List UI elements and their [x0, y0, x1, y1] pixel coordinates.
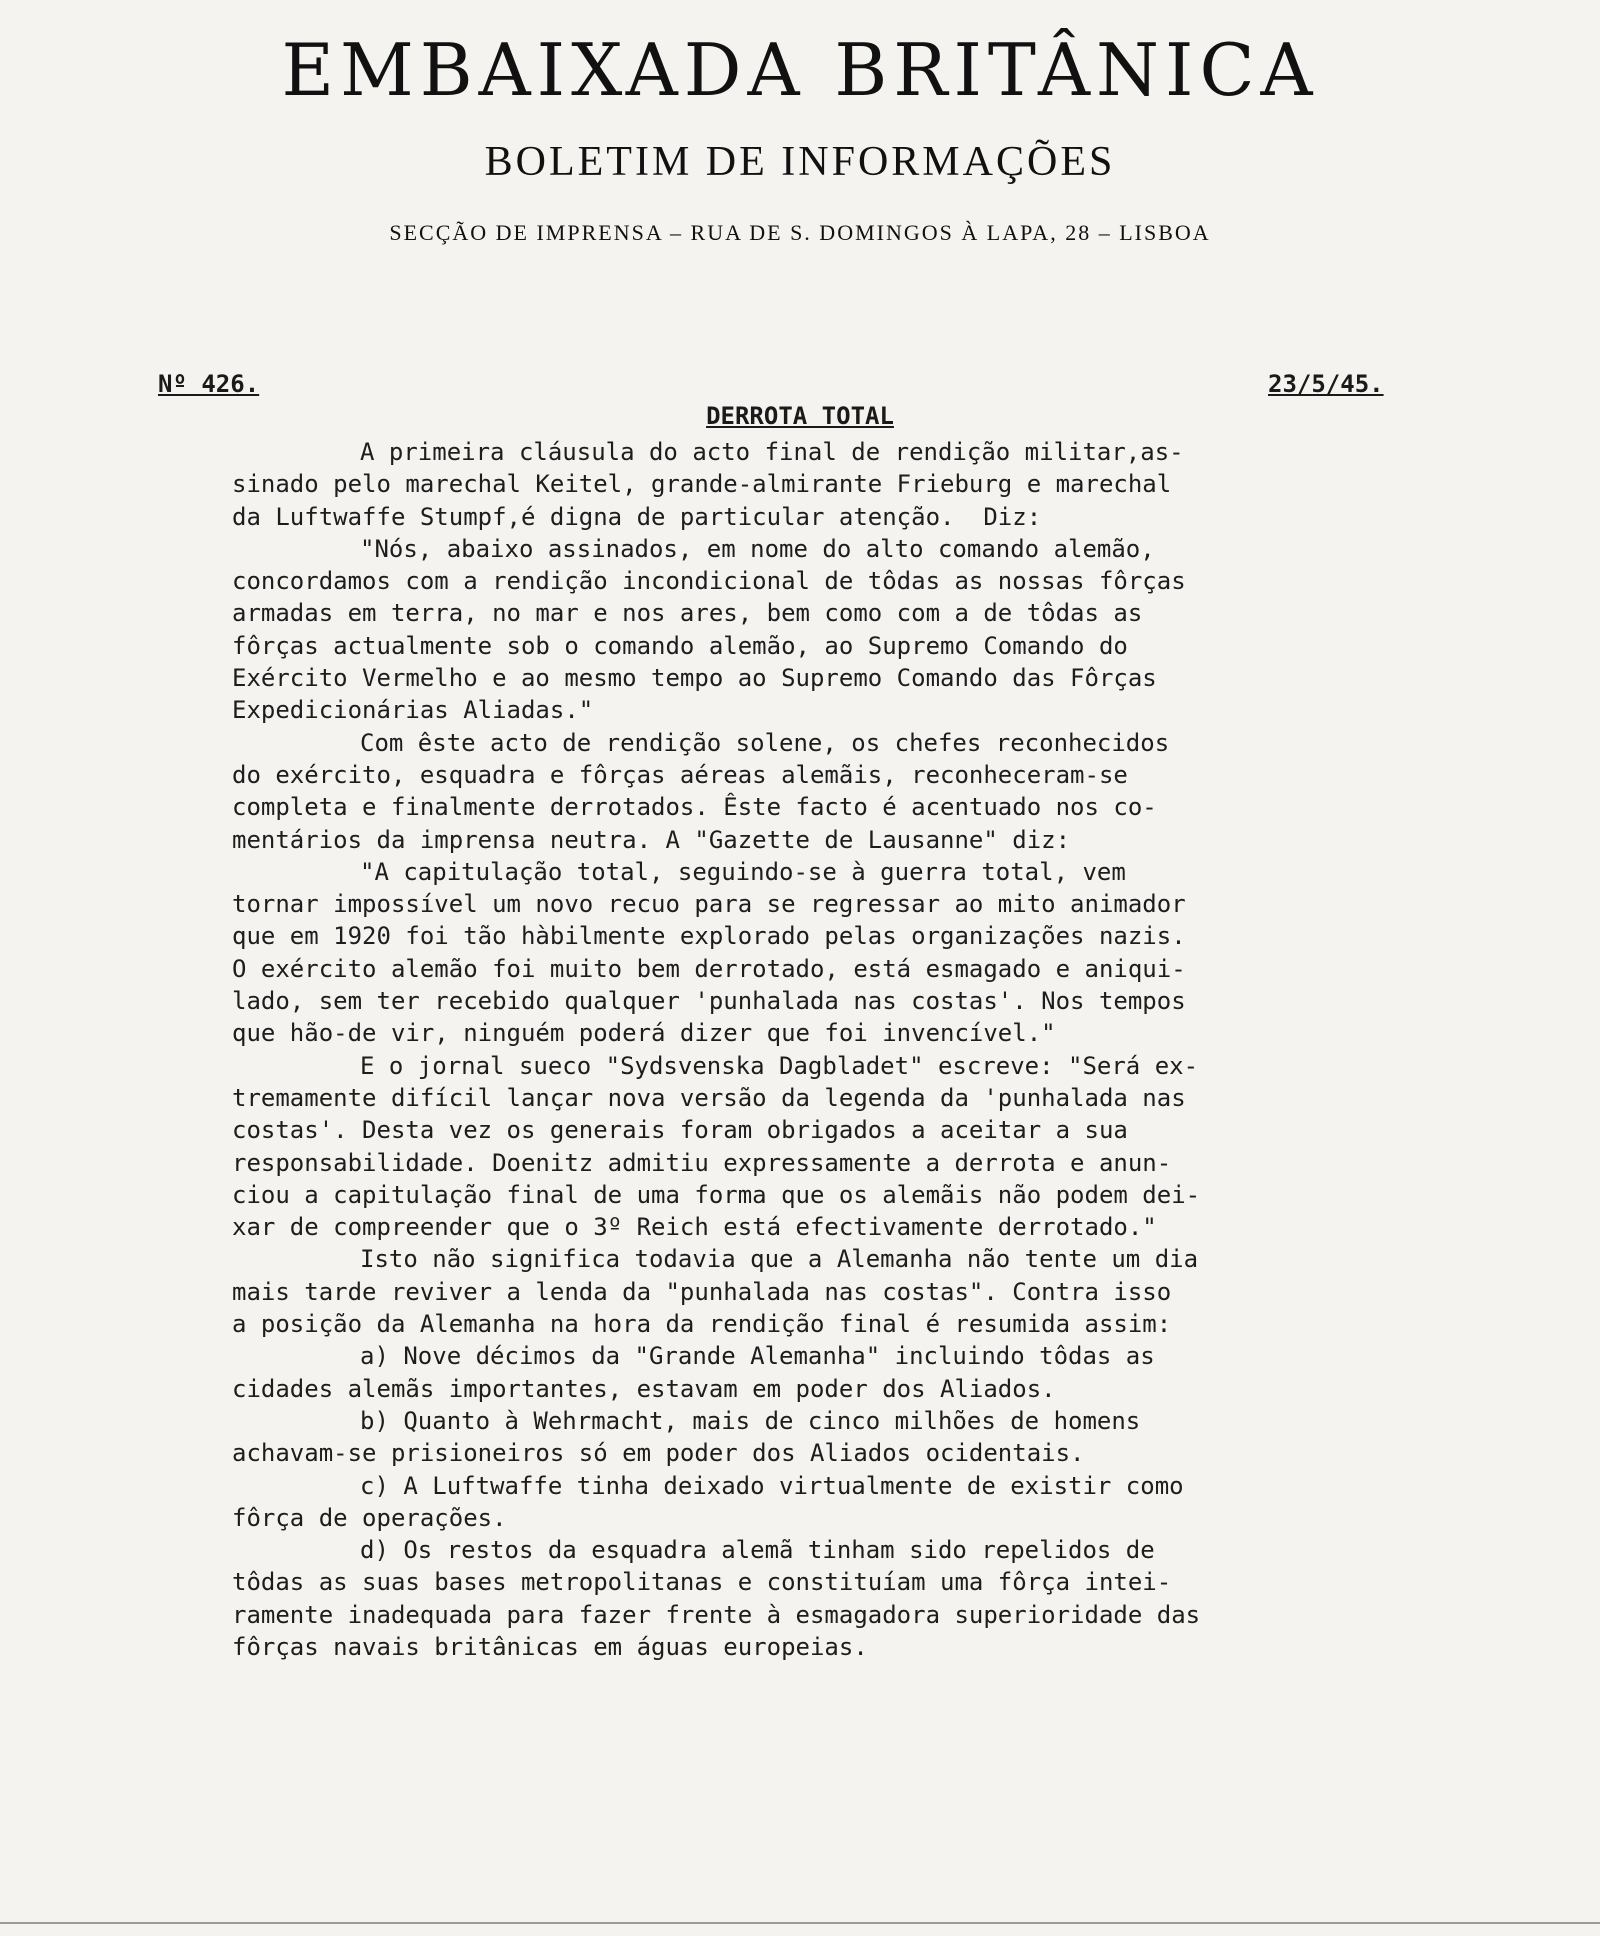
text-line: do exército, esquadra e fôrças aéreas alemãis, reconheceram-se	[232, 760, 1128, 789]
text-line: costas'. Desta vez os generais foram obrigados a aceitar a sua	[232, 1116, 1128, 1145]
text-line: A primeira cláusula do acto final de rendição militar,as-	[360, 438, 1184, 466]
text-line: Com êste acto de rendição solene, os chefes reconhecidos	[360, 728, 1170, 757]
text-line: armadas em terra, no mar e nos ares, bem como com a de tôdas as	[232, 599, 1143, 628]
text-line: fôrças navais britânicas em águas europeias.	[232, 1632, 868, 1661]
text-line: mais tarde reviver a lenda da "punhalada nas costas". Contra isso	[232, 1277, 1172, 1306]
text-line: responsabilidade. Doenitz admitiu expressamente a derrota e anun-	[232, 1148, 1172, 1177]
text-line: a posição da Alemanha na hora da rendição final é resumida assim:	[232, 1310, 1172, 1339]
text-line: "Nós, abaixo assinados, em nome do alto comando alemão,	[360, 534, 1155, 563]
text-line: cidades alemãs importantes, estavam em poder dos Aliados.	[232, 1374, 1056, 1403]
text-line: achavam-se prisioneiros só em poder dos Aliados ocidentais.	[232, 1439, 1085, 1468]
text-line: d) Os restos da esquadra alemã tinham sido repelidos de	[360, 1536, 1155, 1565]
text-line: Isto não significa todavia que a Alemanha não tente um dia	[360, 1245, 1199, 1274]
text-line: fôrças actualmente sob o comando alemão, ao Supremo Comando do	[232, 631, 1128, 660]
text-line: Exército Vermelho e ao mesmo tempo ao Supremo Comando das Fôrças	[232, 664, 1157, 693]
text-line: lado, sem ter recebido qualquer 'punhalada nas costas'. Nos tempos	[232, 987, 1186, 1016]
text-line: Expedicionárias Aliadas."	[232, 696, 594, 725]
text-line: "A capitulação total, seguindo-se à guerra total, vem	[360, 857, 1126, 886]
text-line: ciou a capitulação final de uma forma que os alemãis não podem dei-	[232, 1180, 1201, 1209]
text-line: c) A Luftwaffe tinha deixado virtualmente de existir como	[360, 1471, 1184, 1500]
text-line: que em 1920 foi tão hàbilmente explorado pelas organizações nazis.	[232, 922, 1186, 951]
text-line: tremamente difícil lançar nova versão da legenda da 'punhalada nas	[232, 1083, 1186, 1112]
text-line: da Luftwaffe Stumpf,é digna de particular atenção. Diz:	[232, 502, 1042, 531]
page-bottom-rule	[0, 1922, 1600, 1924]
text-line: tôdas as suas bases metropolitanas e constituíam uma fôrça intei-	[232, 1568, 1172, 1597]
text-line: xar de compreender que o 3º Reich está efectivamente derrotado."	[232, 1213, 1157, 1242]
text-line: completa e finalmente derrotados. Êste facto é acentuado nos co-	[232, 793, 1157, 822]
text-line: concordamos com a rendição incondicional de tôdas as nossas fôrças	[232, 567, 1186, 596]
article-body	[232, 436, 1372, 1663]
text-line: mentários da imprensa neutra. A "Gazette de Lausanne" diz:	[232, 825, 1071, 854]
text-line: E o jornal sueco "Sydsvenska Dagbladet" escreve: "Será ex-	[360, 1051, 1199, 1080]
bulletin-number: Nº 426.	[158, 370, 260, 398]
text-line: a) Nove décimos da "Grande Alemanha" incluindo tôdas as	[360, 1342, 1155, 1371]
letterhead-title: EMBAIXADA BRITÂNICA	[281, 28, 1319, 112]
text-line: ramente inadequada para fazer frente à esmagadora superioridade das	[232, 1600, 1201, 1629]
letterhead-address: SECÇÃO DE IMPRENSA – RUA DE S. DOMINGOS À LAPA, 28 – LISBOA	[389, 220, 1211, 245]
text-line: que hão-de vir, ninguém poderá dizer que foi invencível."	[232, 1019, 1056, 1048]
article-headline: DERROTA TOTAL	[706, 402, 894, 430]
text-line: O exército alemão foi muito bem derrotado, está esmagado e aniqui-	[232, 954, 1186, 983]
text-line: b) Quanto à Wehrmacht, mais de cinco milhões de homens	[360, 1406, 1141, 1435]
text-line: tornar impossível um novo recuo para se regressar ao mito animador	[232, 890, 1186, 919]
bulletin-date: 23/5/45.	[1268, 370, 1384, 398]
text-line: sinado pelo marechal Keitel, grande-almirante Frieburg e marechal	[232, 470, 1172, 499]
letterhead-subtitle: BOLETIM DE INFORMAÇÕES	[484, 139, 1116, 185]
text-line: fôrça de operações.	[232, 1503, 507, 1532]
